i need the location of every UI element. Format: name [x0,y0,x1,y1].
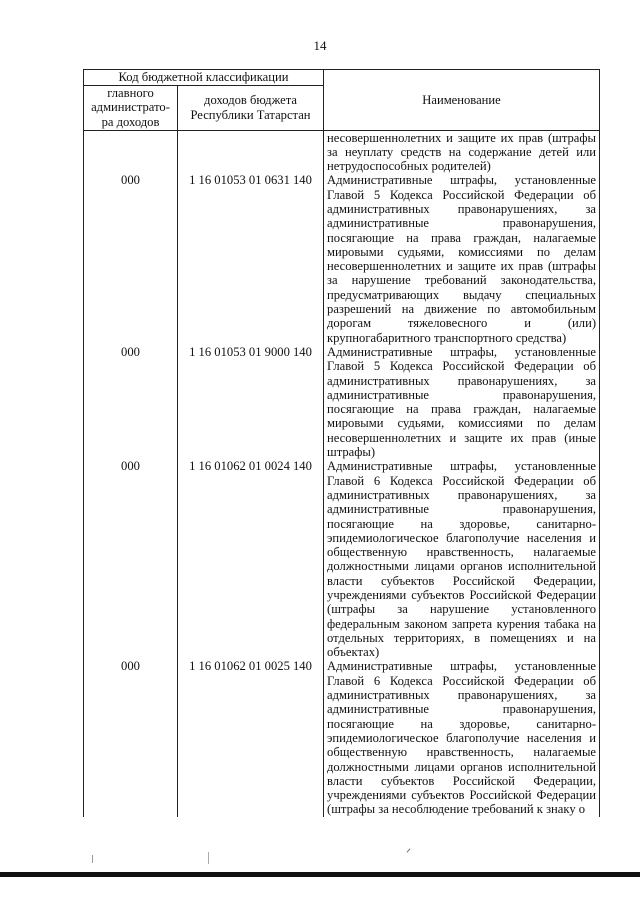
name-line: мировыми судьями, комиссиями по делам [327,416,597,431]
name-line: Главой 6 Кодекса Российской Федерации об [327,473,597,488]
name-line: несовершеннолетних и защите их прав (штрафы [327,130,597,145]
scan-artifact [92,855,93,863]
name-line: штрафы) [327,445,376,460]
name-line: административные правонарушения, [327,702,597,717]
scan-artifact: ᐟ [406,846,412,860]
name-line: (штрафы за нарушение установленного [327,602,597,617]
name-line: посягающие на здоровье, санитарно- [327,716,597,731]
header-main-administrator: главного администрато- ра доходов [84,85,178,130]
name-line: Главой 6 Кодекса Российской Федерации об [327,673,597,688]
name-line: административные правонарушения, [327,502,597,517]
name-line: разрешений на движение по автомобильным [327,302,597,317]
name-line: мировыми судьями, комиссиями по делам [327,244,597,259]
revenue-code: 1 16 01062 01 0025 140 [178,659,324,816]
name-line: Главой 5 Кодекса Российской Федерации об [327,359,597,374]
name-line: власти субъектов Российской Федерации, [327,573,597,588]
table-row [84,345,600,459]
name-line: Главой 5 Кодекса Российской Федерации об [327,187,597,202]
name-line: административные правонарушения, [327,387,597,402]
name-line: за нарушение требований законодательства, [327,273,597,288]
name-line: административных правонарушениях, за [327,688,597,703]
continuation-text [324,130,600,173]
name-line: должностными лицами органов исполнительной [327,559,597,574]
name-line: Административные штрафы, установленные [327,173,597,188]
row-name [324,173,600,345]
revenue-code: 1 16 01062 01 0024 140 [178,459,324,659]
name-line: за неуплату средств на содержание детей или [327,144,597,159]
revenue-code: 1 16 01053 01 0631 140 [178,173,324,345]
name-line: власти субъектов Российской Федерации, [327,773,597,788]
header-budget-classification-code: Код бюджетной классификации [84,70,324,86]
name-line: Административные штрафы, установленные [327,344,597,359]
name-line: посягающие на права граждан, налагаемые [327,402,597,417]
name-line: посягающие на здоровье, санитарно- [327,516,597,531]
revenue-code: 1 16 01053 01 9000 140 [178,345,324,459]
row-name [324,659,600,816]
header-revenue-code: доходов бюджета Республики Татарстан [178,85,324,130]
name-line: эпидемиологическое благополучие населения и [327,530,597,545]
continuation-row [84,130,600,173]
name-line: отдельных территориях, в помещениях и на [327,630,597,645]
name-line: несовершеннолетних и защите их прав (штрафы [327,259,597,274]
table-row [84,459,600,659]
name-line: крупногабаритного транспортного средства) [327,330,567,345]
name-line: объектах) [327,645,380,660]
name-line: несовершеннолетних и защите их прав (иные [327,430,597,445]
table-row [84,173,600,345]
bottom-scan-border [0,872,640,877]
name-line: предусматривающих выдачу специальных [327,287,597,302]
name-line: федеральным законом запрета курения табака на [327,616,597,631]
header-name: Наименование [324,70,600,131]
name-line: административных правонарушениях, за [327,487,597,502]
name-line: общественную нравственность, налагаемые [327,745,597,760]
name-line: посягающие на права граждан, налагаемые [327,230,597,245]
scan-artifact [208,852,209,864]
name-line: нетрудоспособных родителей) [327,159,491,174]
page-number: 14 [313,38,327,53]
name-line: (штрафы за несоблюдение требований к знаку о [327,802,586,817]
admin-code: 000 [84,173,178,345]
budget-classification-table [83,69,600,817]
name-line: учреждениями субъектов Российской Федерации [327,788,597,803]
name-line: учреждениями субъектов Российской Федерации [327,588,597,602]
row-name [324,459,600,659]
name-line: должностными лицами органов исполнительной [327,759,597,774]
name-line: административных правонарушениях, за [327,201,597,216]
name-line: административные правонарушения, [327,216,597,231]
row-name [324,345,600,459]
name-line: Административные штрафы, установленные [327,459,597,474]
table-row [84,659,600,816]
name-line: общественную нравственность, налагаемые [327,545,597,560]
name-line: Административные штрафы, установленные [327,659,597,674]
name-line: административных правонарушениях, за [327,373,597,388]
name-line: эпидемиологическое благополучие населения и [327,730,597,745]
admin-code: 000 [84,345,178,459]
admin-code: 000 [84,659,178,816]
admin-code: 000 [84,459,178,659]
name-line: дорогам тяжеловесного и (или) [327,316,597,331]
